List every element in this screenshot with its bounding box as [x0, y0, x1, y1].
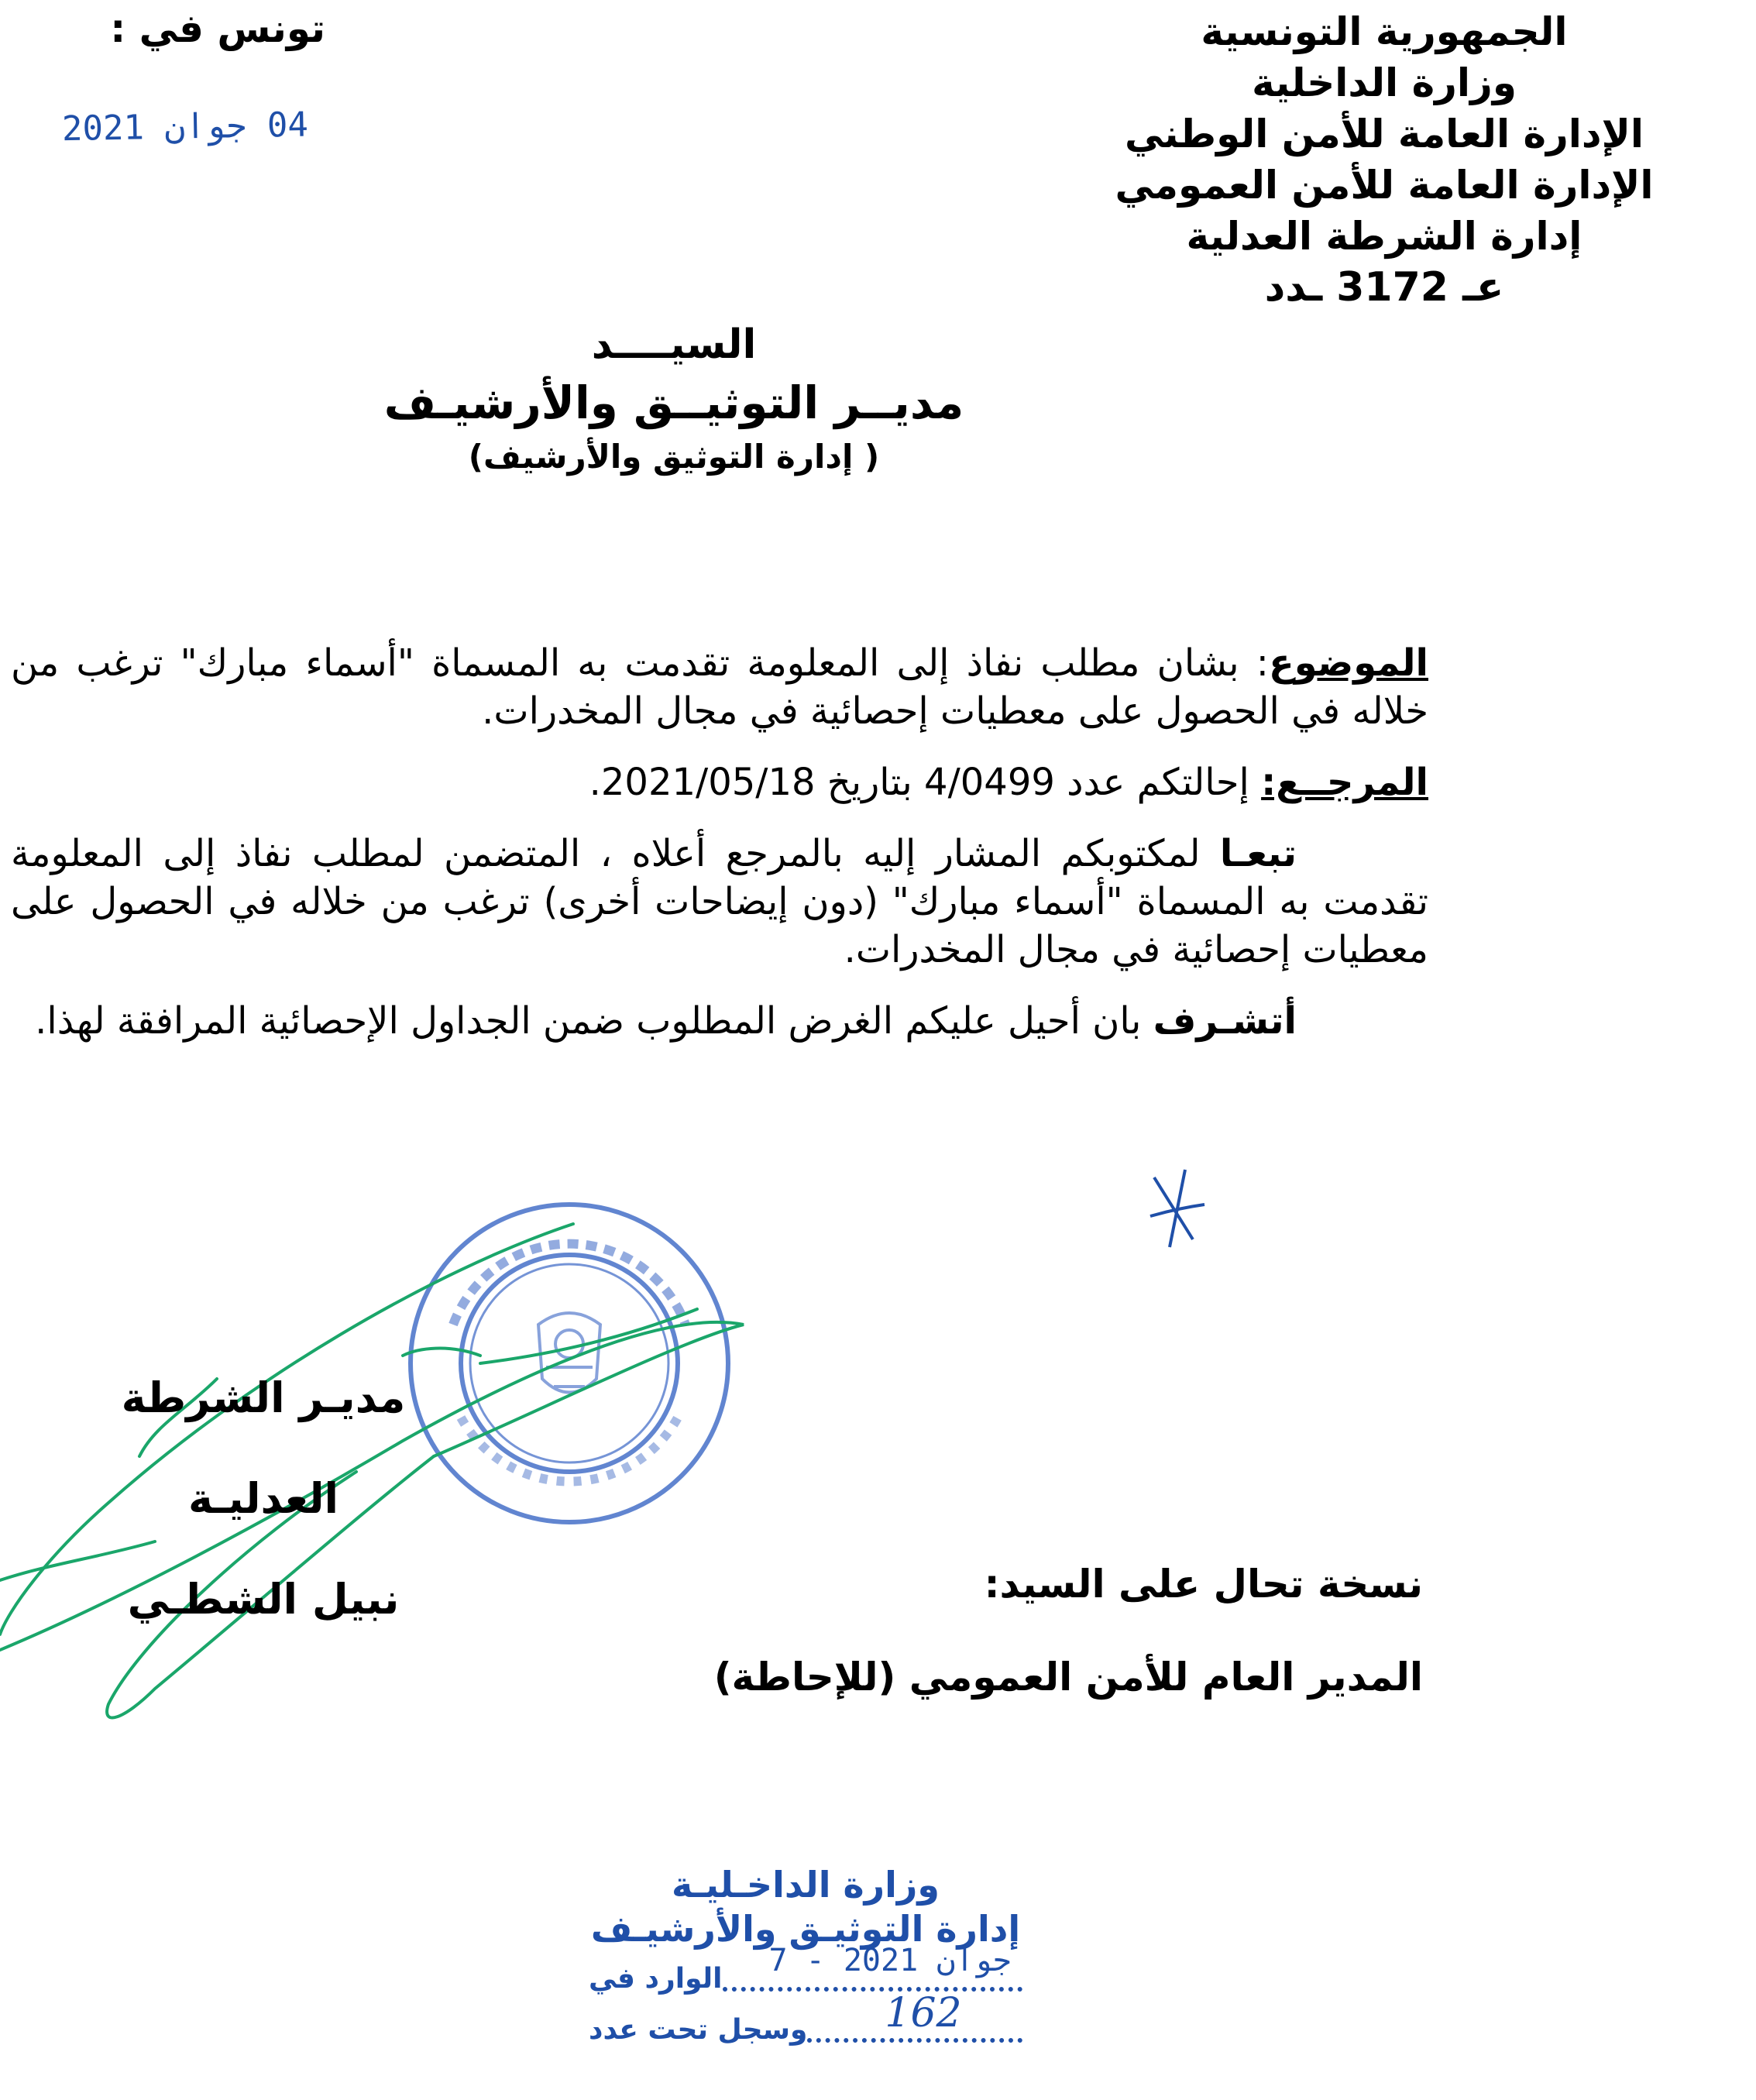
receipt-number-row	[589, 1990, 1022, 2054]
signatory-name: نبيل الشطـي	[127, 1575, 400, 1624]
received-dotted-line	[723, 1943, 1023, 1992]
copy-to-label: نسخة تحال على السيد:	[984, 1562, 1423, 1607]
copy-to-block	[571, 1538, 1423, 1724]
signatory-title: مديـر الشرطة العدليـة	[121, 1373, 406, 1523]
copy-to-recipient: المدير العام للأمن العمومي (للإحاطة)	[713, 1655, 1423, 1700]
addressee-title: السيــــد	[591, 321, 757, 368]
place-label: تونس في :	[110, 6, 325, 51]
initials-mark	[1146, 1162, 1208, 1255]
subject-text: : بشان مطلب نفاذ إلى المعلومة تقدمت به المسماة "أسماء مبارك" ترغب من خلاله في الحصول على معطيات إحصائية في مجال المخدرات.	[11, 641, 1428, 733]
letter-body	[11, 639, 1428, 1068]
reference-number: عـ 3172 ـدد	[1264, 264, 1504, 311]
signature-block	[46, 1348, 480, 1650]
reference-paragraph	[11, 758, 1428, 806]
addressee-name: مديــر التوثيــق والأرشيـف	[383, 376, 964, 429]
ministry-name: وزارة الداخلية	[1252, 60, 1517, 105]
paragraph-1-lead: تبعـا	[1219, 832, 1297, 875]
directorate-national-security: الإدارة العامة للأمن الوطني	[1125, 112, 1644, 156]
registered-label: وسجل تحت عدد	[589, 2014, 808, 2046]
date-stamp-text: 04 جوان 2021	[61, 105, 309, 150]
paragraph-1-text: لمكتوبكم المشار إليه بالمرجع أعلاه ، المتضمن لمطلب نفاذ إلى المعلومة تقدمت به المسماة "أسماء مبارك" (دون إيضاحات أخرى) ترغب من خلاله في الحصول على معطيات إحصائية في مجال المخدرات.	[11, 832, 1428, 971]
republic-name: الجمهورية التونسية	[1201, 9, 1568, 54]
addressee	[294, 318, 1053, 480]
subject-label: الموضوع	[1268, 641, 1428, 685]
reference-label: المرجــع:	[1261, 761, 1428, 804]
receipt-department: إدارة التوثيـق والأرشيـف	[590, 1908, 1021, 1950]
subject-paragraph	[11, 639, 1428, 735]
registered-number: 162	[885, 1990, 962, 2036]
paragraph-2-lead: أتشـرف	[1153, 999, 1297, 1043]
reference-text: إحالتكم عدد 4/0499 بتاريخ 2021/05/18.	[589, 761, 1262, 804]
addressee-department: ( إدارة التوثيق والأرشيف)	[468, 438, 880, 476]
received-date: 7 - جوان 2021	[768, 1943, 1012, 1978]
receipt-stamp	[589, 1863, 1022, 2054]
letterhead	[1067, 6, 1702, 313]
receipt-ministry: وزارة الداخـليـة	[672, 1864, 940, 1906]
registered-dotted-line	[807, 1990, 1022, 2043]
directorate-judicial-police: إدارة الشرطة العدلية	[1186, 214, 1582, 259]
received-label: الوارد في	[589, 1963, 723, 1995]
date-stamp	[62, 105, 342, 149]
directorate-public-security: الإدارة العامة للأمن العمومي	[1115, 163, 1654, 208]
paragraph-2-text: بان أحيل عليكم الغرض المطلوب ضمن الجداول الإحصائية المرافقة لهذا.	[35, 999, 1153, 1043]
body-paragraph-2	[11, 997, 1428, 1045]
body-paragraph-1	[11, 830, 1428, 974]
